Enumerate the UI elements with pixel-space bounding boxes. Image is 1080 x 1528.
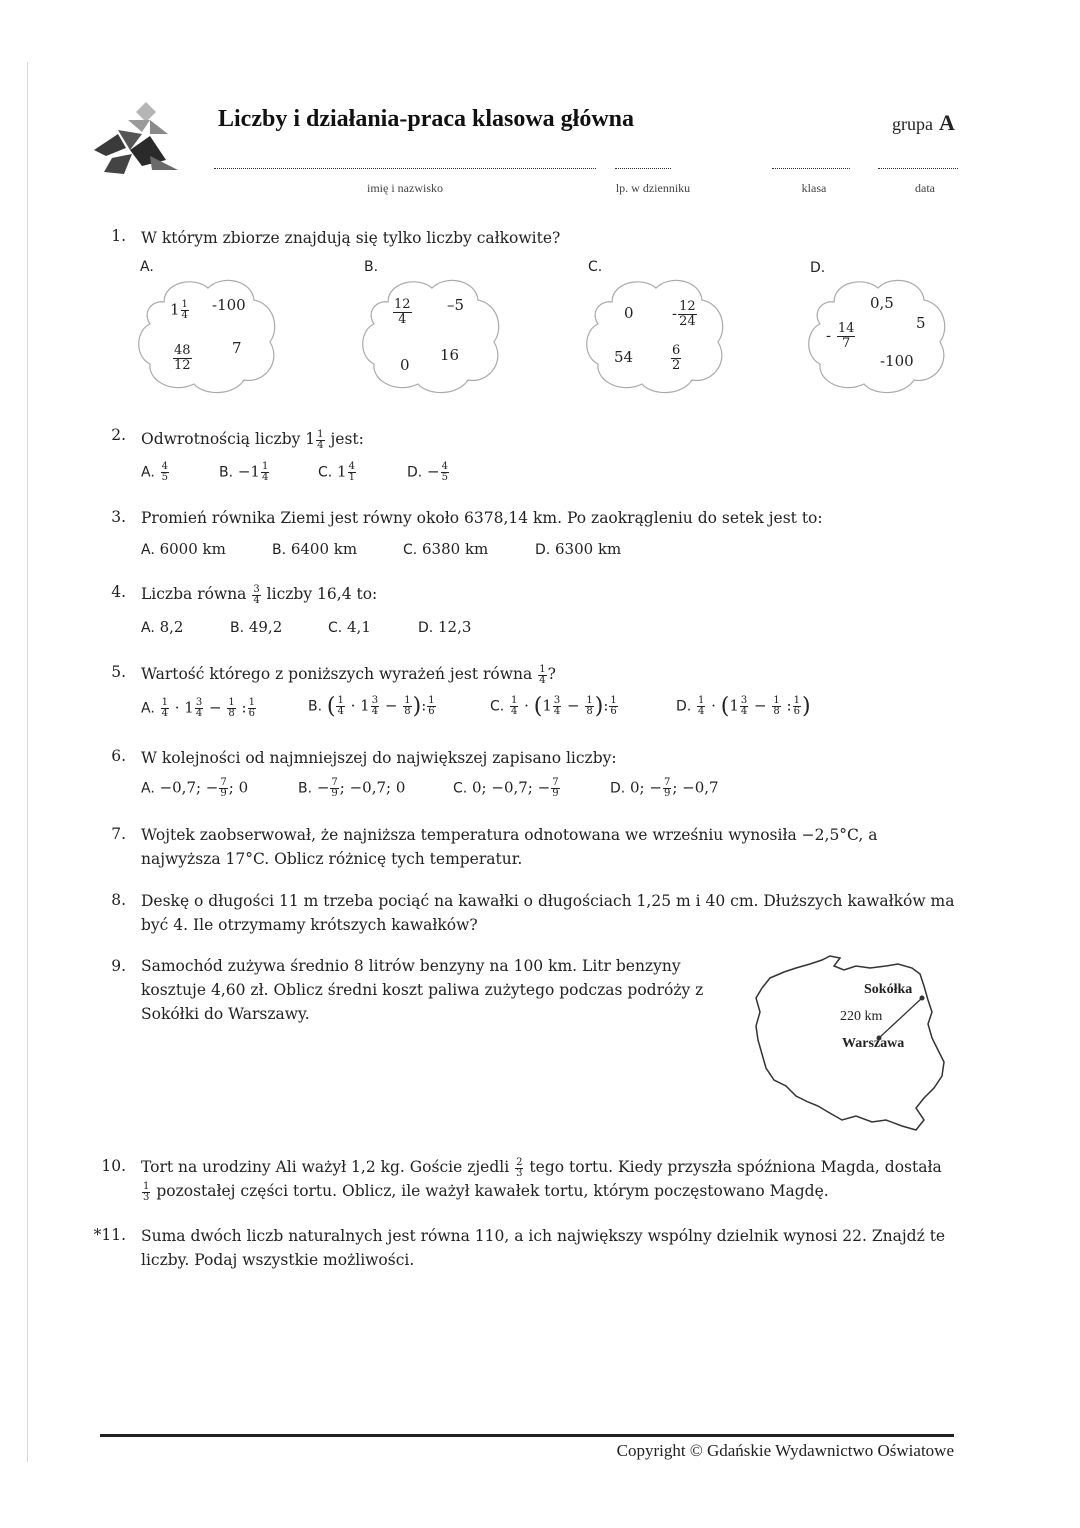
q1-set-b-label: B. xyxy=(364,259,379,275)
q2-option-d[interactable]: D. − $\frac{4}{5}$ xyxy=(407,461,448,483)
q1-set-a-value: 7 xyxy=(232,339,242,357)
q1-set-c-fraction: - $\frac{12}{24}$ xyxy=(672,299,696,329)
q1-set-d-value: 5 xyxy=(916,314,926,332)
q4-option-c[interactable]: C. 4,1 xyxy=(328,618,371,636)
q5-text: Wartość którego z poniższych wyrażeń jest równa $\frac{1}{4}$ ? xyxy=(141,663,556,686)
q1-set-c-label: C. xyxy=(588,259,603,275)
q3-number: 3. xyxy=(111,508,126,526)
register-number-field-label: lp. w dzienniku xyxy=(615,181,691,195)
q4-text: Liczba równa $\frac{3}{4}$ liczby 16,4 to: xyxy=(141,583,378,606)
q1-set-a-value: -100 xyxy=(212,296,246,314)
q7-text: Wojtek zaobserwował, że najniższa temperatura odnotowana we wrześniu wynosiła −2,5°C, a najwyższa 17°C. Oblicz różnicę tych temperatur. xyxy=(141,826,878,868)
q6-option-d[interactable]: D. 0; − $\frac{7}{9}$ ; −0,7 xyxy=(610,777,719,799)
date-field-label: data xyxy=(915,181,935,195)
q1-set-b-cloud xyxy=(358,272,506,396)
q1-set-c-value: 54 xyxy=(614,348,634,366)
q3-option-c[interactable]: C. 6380 km xyxy=(403,540,489,558)
q1-set-a-mixed: 1 $\frac{1}{4}$ xyxy=(170,299,188,321)
q3-option-a[interactable]: A. 6000 km xyxy=(141,540,226,558)
q4-option-d[interactable]: D. 12,3 xyxy=(418,618,472,636)
group-value: A xyxy=(938,110,955,135)
q1-set-b-value: 0 xyxy=(400,356,410,374)
q10-number: 10. xyxy=(101,1157,126,1175)
q1-set-c-cloud xyxy=(582,272,730,396)
q5-option-a[interactable]: A. $\frac{1}{4}$ · 1 $\frac{3}{4}$ − $\frac{1}{8}$ : $\frac{1}{6}$ xyxy=(141,697,255,719)
page-title: Liczby i działania-praca klasowa główna xyxy=(218,106,635,132)
q5-number: 5. xyxy=(111,663,126,681)
q5-option-d[interactable]: D. $\frac{1}{4}$ · (1 $\frac{3}{4}$ − $\frac{1}{8}$ : $\frac{1}{6}$ ) xyxy=(676,694,811,719)
q4-number: 4. xyxy=(111,583,126,601)
q3-option-d[interactable]: D. 6300 km xyxy=(535,540,622,558)
q1-set-a-cloud xyxy=(134,272,282,396)
q1-set-d-value: 0,5 xyxy=(870,294,894,312)
footer-divider xyxy=(100,1434,954,1437)
q3-text: Promień równika Ziemi jest równy około 6378,14 km. Po zaokrągleniu do setek jest to: xyxy=(141,509,823,527)
page-edge-line xyxy=(27,62,28,1462)
q1-set-c-fraction: $\frac{6}{2}$ xyxy=(672,343,681,373)
q1-set-a-label: A. xyxy=(140,259,154,275)
q1-set-a-fraction: $\frac{48}{12}$ xyxy=(174,343,191,373)
q7-number: 7. xyxy=(111,825,126,843)
q1-number: 1. xyxy=(111,227,126,245)
q2-option-a[interactable]: A. $\frac{4}{5}$ xyxy=(141,461,168,483)
q2-number: 2. xyxy=(111,426,126,444)
map-label-sokolka: Sokółka xyxy=(864,982,913,997)
q4-option-b[interactable]: B. 49,2 xyxy=(230,618,283,636)
q9-text: Samochód zużywa średnio 8 litrów benzyny na 100 km. Litr benzyny kosztuje 4,60 zł. Oblicz średni koszt paliwa zużytego podczas podróży z Sokółki do Warszawy. xyxy=(141,957,704,1023)
name-field-label: imię i nazwisko xyxy=(367,181,443,195)
q1-set-b-value: 16 xyxy=(440,346,460,364)
q1-set-b-value: –5 xyxy=(447,296,465,314)
q1-set-d-fraction: - $\frac{14}{7}$ xyxy=(826,321,855,351)
q6-option-a[interactable]: A. −0,7; − $\frac{7}{9}$ ; 0 xyxy=(141,777,249,799)
q6-option-c[interactable]: C. 0; −0,7; − $\frac{7}{9}$ xyxy=(453,777,559,799)
group-indicator xyxy=(892,110,955,136)
q11-number: *11. xyxy=(93,1226,126,1244)
class-field-label: klasa xyxy=(801,181,827,195)
map-label-warszawa: Warszawa xyxy=(842,1036,905,1051)
q1-set-d-label: D. xyxy=(810,260,826,276)
q11-text: Suma dwóch liczb naturalnych jest równa 110, a ich największy wspólny dzielnik wynosi 22. Znajdź te liczby. Podaj wszystkie możliwości. xyxy=(141,1227,946,1269)
q2-option-c[interactable]: C. 1 $\frac{4}{1}$ xyxy=(318,461,355,483)
group-label: grupa xyxy=(892,114,933,134)
q10-text: Tort na urodziny Ali ważył 1,2 kg. Goście zjedli $\frac{2}{3}$ tego tortu. Kiedy przyszła spóźniona Magda, dostała $\frac{1}{3}$ pozostałej części tortu. Oblicz, ile ważył kawałek tortu, którym poczęstowano Magdę. xyxy=(141,1156,942,1203)
copyright-text: Copyright © Gdańskie Wydawnictwo Oświatowe xyxy=(616,1441,954,1460)
date-field-line[interactable] xyxy=(878,168,958,169)
q8-number: 8. xyxy=(111,891,126,909)
q6-option-b[interactable]: B. − $\frac{7}{9}$ ; −0,7; 0 xyxy=(298,777,406,799)
q1-set-b-fraction: $\frac{12}{4}$ xyxy=(394,297,411,327)
q8-text: Deskę o długości 11 m trzeba pociąć na kawałki o długościach 1,25 m i 40 cm. Dłuższych kawałków ma być 4. Ile otrzymamy krótszych kawałków? xyxy=(141,892,955,934)
q1-text: W którym zbiorze znajdują się tylko liczby całkowite? xyxy=(141,229,561,247)
q1-set-c-value: 0 xyxy=(624,304,634,322)
q2-text: Odwrotnością liczby 1 $\frac{1}{4}$ jest: xyxy=(141,428,364,451)
q2-option-b[interactable]: B. −1 $\frac{1}{4}$ xyxy=(219,461,269,483)
map-label-distance: 220 km xyxy=(840,1009,883,1024)
q5-option-b[interactable]: B. ( $\frac{1}{4}$ · 1 $\frac{3}{4}$ − $\frac{1}{8}$ ): $\frac{1}{6}$ xyxy=(308,694,435,719)
class-field-line[interactable] xyxy=(772,168,850,169)
q6-text: W kolejności od najmniejszej do największej zapisano liczby: xyxy=(141,749,617,767)
q5-option-c[interactable]: C. $\frac{1}{4}$ · (1 $\frac{3}{4}$ − $\frac{1}{8}$ ): $\frac{1}{6}$ xyxy=(490,694,617,719)
q3-option-b[interactable]: B. 6400 km xyxy=(272,540,358,558)
q9-number: 9. xyxy=(111,957,126,975)
tangram-logo xyxy=(92,100,184,176)
q4-option-a[interactable]: A. 8,2 xyxy=(141,618,184,636)
q6-number: 6. xyxy=(111,747,126,765)
register-number-field-line[interactable] xyxy=(615,168,671,169)
name-field-line[interactable] xyxy=(214,168,596,169)
q1-set-d-value: -100 xyxy=(880,352,914,370)
